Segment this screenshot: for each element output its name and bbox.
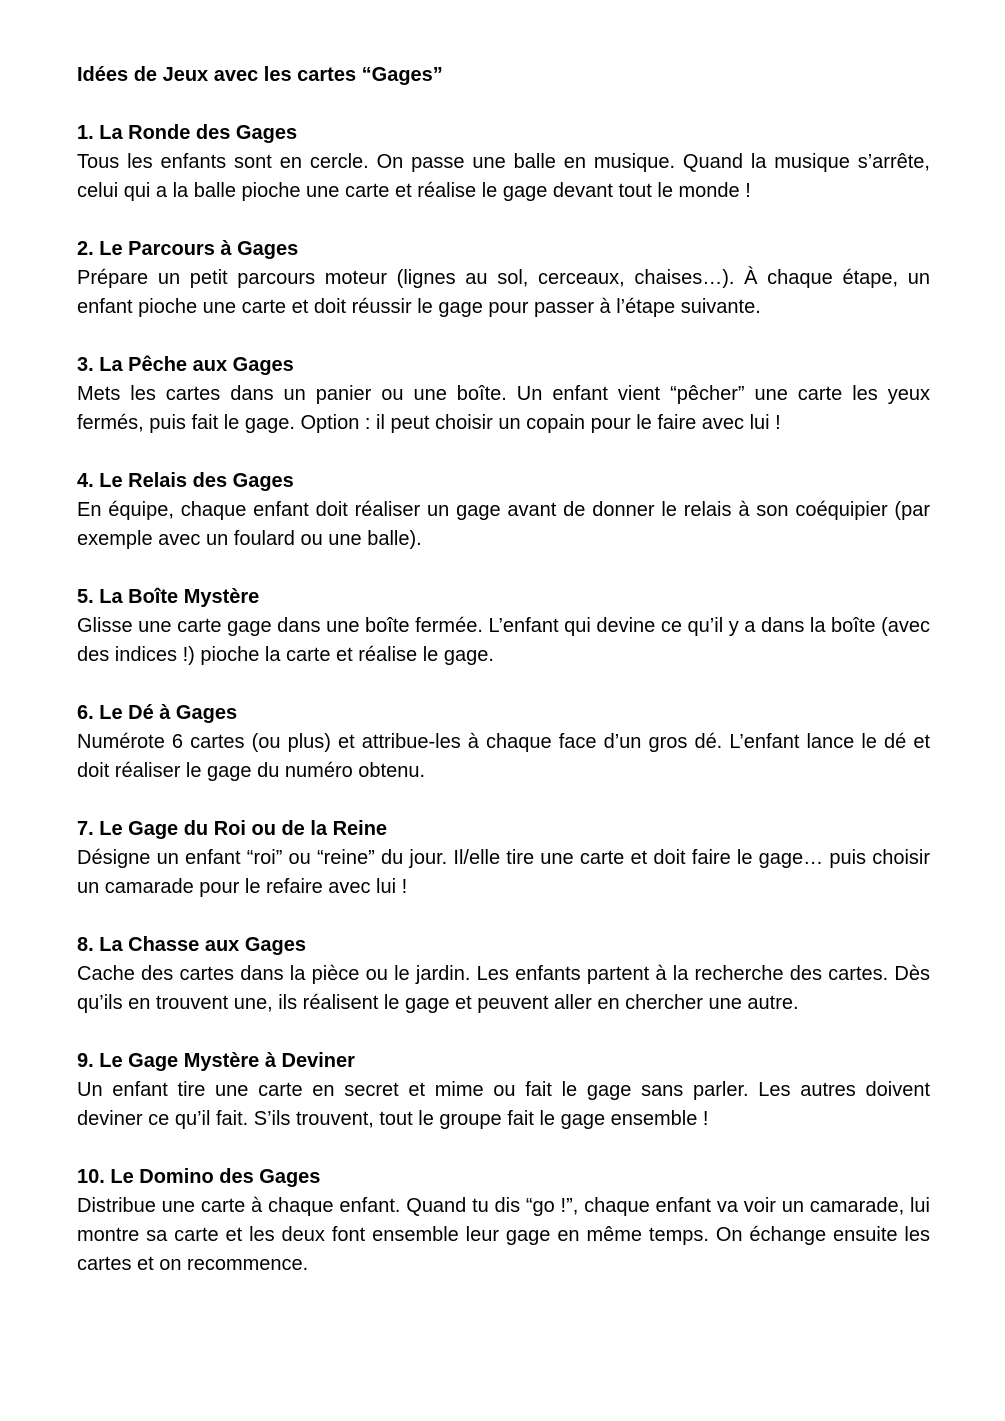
section-body: Désigne un enfant “roi” ou “reine” du jour. Il/elle tire une carte et doit faire le gage… puis choisir un camarade pour le refaire avec lui ! <box>77 847 930 898</box>
document-title: Idées de Jeux avec les cartes “Gages” <box>77 64 443 86</box>
section-heading: 9. Le Gage Mystère à Deviner <box>77 1050 355 1072</box>
section-heading: 2. Le Parcours à Gages <box>77 238 299 260</box>
game-section-3 <box>77 351 930 438</box>
section-body: Distribue une carte à chaque enfant. Quand tu dis “go !”, chaque enfant va voir un camarade, lui montre sa carte et les deux font ensemble leur gage en même temps. On échange ensuite les cartes et on recommence. <box>77 1195 930 1275</box>
section-body: Prépare un petit parcours moteur (lignes au sol, cerceaux, chaises…). À chaque étape, un enfant pioche une carte et doit réussir le gage pour passer à l’étape suivante. <box>77 267 930 318</box>
section-body: Mets les cartes dans un panier ou une boîte. Un enfant vient “pêcher” une carte les yeux fermés, puis fait le gage. Option : il peut choisir un copain pour le faire avec lui ! <box>77 383 930 434</box>
game-section-2 <box>77 235 930 322</box>
section-heading: 4. Le Relais des Gages <box>77 470 294 492</box>
game-section-10 <box>77 1163 930 1279</box>
section-heading: 1. La Ronde des Gages <box>77 122 298 144</box>
section-heading: 8. La Chasse aux Gages <box>77 934 307 956</box>
section-heading: 5. La Boîte Mystère <box>77 586 260 608</box>
section-heading: 7. Le Gage du Roi ou de la Reine <box>77 818 388 840</box>
document-page <box>77 61 930 1308</box>
game-section-8 <box>77 931 930 1018</box>
game-section-9 <box>77 1047 930 1134</box>
section-body: Numérote 6 cartes (ou plus) et attribue-les à chaque face d’un gros dé. L’enfant lance le dé et doit réaliser le gage du numéro obtenu. <box>77 731 930 782</box>
section-heading: 6. Le Dé à Gages <box>77 702 238 724</box>
section-body: Tous les enfants sont en cercle. On passe une balle en musique. Quand la musique s’arrête, celui qui a la balle pioche une carte et réalise le gage devant tout le monde ! <box>77 151 930 202</box>
game-section-6 <box>77 699 930 786</box>
section-heading: 3. La Pêche aux Gages <box>77 354 294 376</box>
game-section-1 <box>77 119 930 206</box>
section-body: Cache des cartes dans la pièce ou le jardin. Les enfants partent à la recherche des cartes. Dès qu’ils en trouvent une, ils réalisent le gage et peuvent aller en chercher une autre. <box>77 963 930 1014</box>
section-heading: 10. Le Domino des Gages <box>77 1166 321 1188</box>
section-body: Un enfant tire une carte en secret et mime ou fait le gage sans parler. Les autres doivent deviner ce qu’il fait. S’ils trouvent, tout le groupe fait le gage ensemble ! <box>77 1079 930 1130</box>
game-section-4 <box>77 467 930 554</box>
game-section-5 <box>77 583 930 670</box>
section-body: En équipe, chaque enfant doit réaliser un gage avant de donner le relais à son coéquipier (par exemple avec un foulard ou une balle). <box>77 499 930 550</box>
section-body: Glisse une carte gage dans une boîte fermée. L’enfant qui devine ce qu’il y a dans la boîte (avec des indices !) pioche la carte et réalise le gage. <box>77 615 930 666</box>
game-section-7 <box>77 815 930 902</box>
